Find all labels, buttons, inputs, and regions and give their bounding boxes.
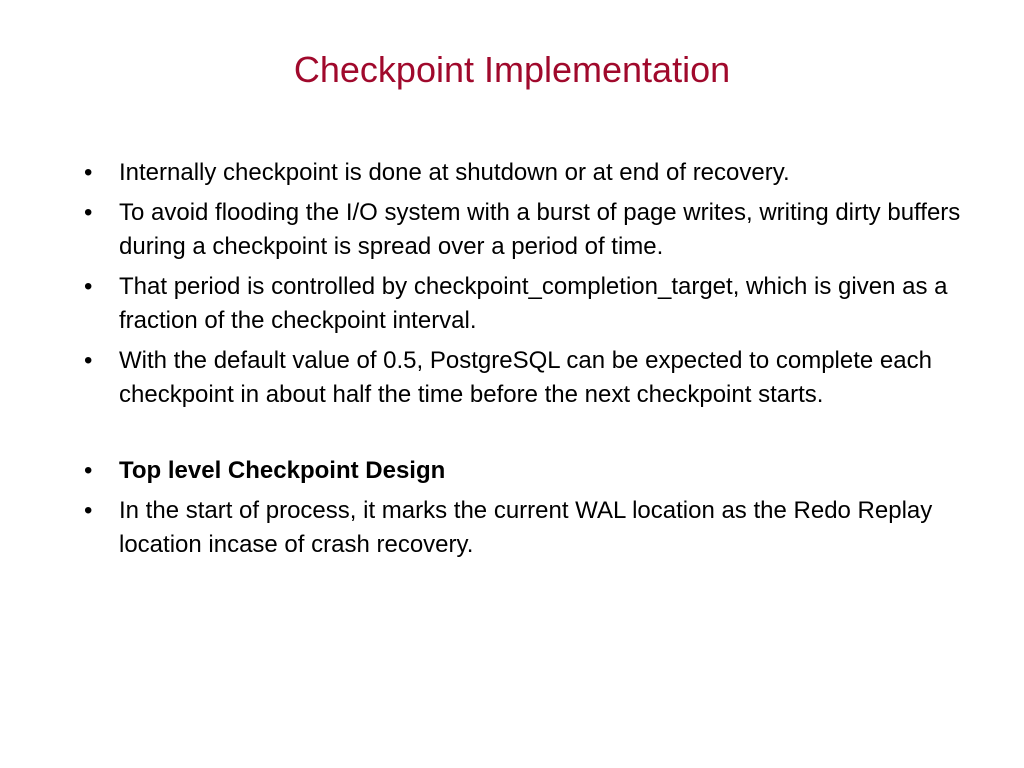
bullet-item xyxy=(84,494,984,562)
bullet-text: In the start of process, it marks the current WAL location as the Redo Replay location incase of crash recovery. xyxy=(119,497,933,558)
bullet-marker: • xyxy=(84,273,93,300)
bullet-text: Internally checkpoint is done at shutdown or at end of recovery. xyxy=(119,159,790,186)
bullet-marker: • xyxy=(84,497,93,524)
bullet-item xyxy=(84,344,984,412)
bullet-item xyxy=(84,196,984,264)
bullet-marker: • xyxy=(84,199,93,226)
bullet-text: With the default value of 0.5, PostgreSQL can be expected to complete each checkpoint in about half the time before the next checkpoint starts. xyxy=(119,347,932,408)
bullet-heading-text: Top level Checkpoint Design xyxy=(119,457,446,484)
bullet-item xyxy=(84,156,984,190)
bullet-marker: • xyxy=(84,457,93,484)
bullet-item xyxy=(84,270,984,338)
bullet-text: To avoid flooding the I/O system with a burst of page writes, writing dirty buffers during a checkpoint is spread over a period of time. xyxy=(119,199,961,260)
bullet-marker: • xyxy=(84,347,93,374)
bullet-item-heading xyxy=(84,454,984,488)
bullet-list xyxy=(84,156,984,568)
bullet-text: That period is controlled by checkpoint_completion_target, which is given as a fraction of the checkpoint interval. xyxy=(119,273,948,334)
slide-title: Checkpoint Implementation xyxy=(293,49,731,90)
bullet-marker: • xyxy=(84,159,93,186)
